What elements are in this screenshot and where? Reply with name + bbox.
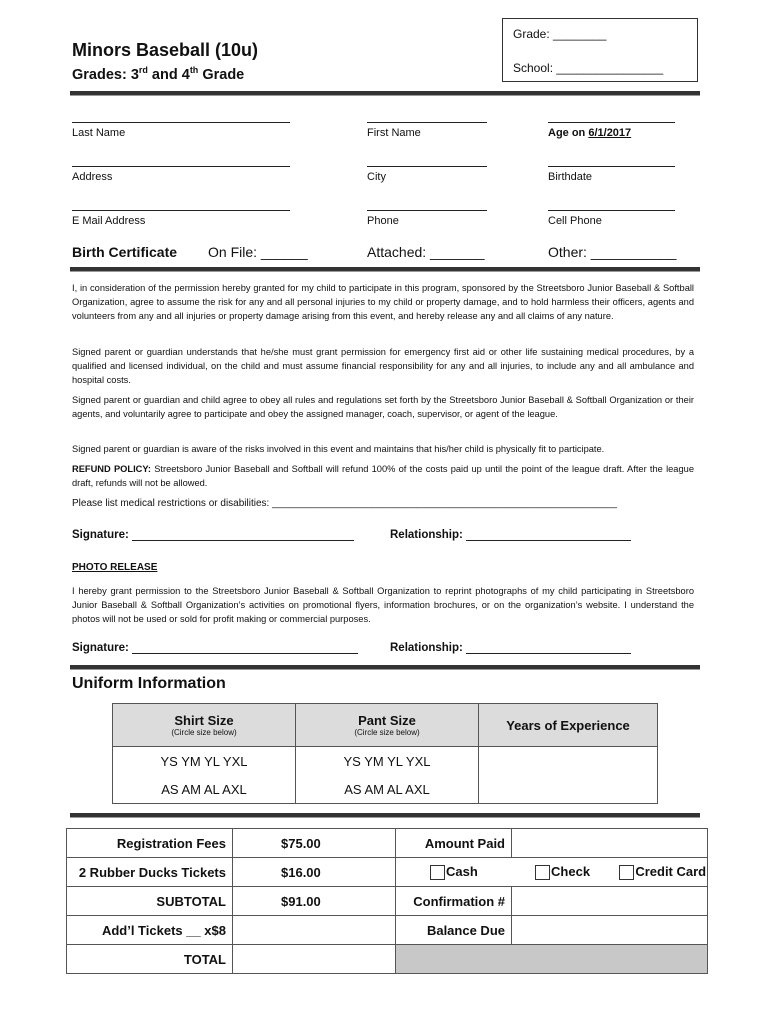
check-checkbox[interactable] [535,865,550,880]
medical-restrictions-field[interactable]: Please list medical restrictions or disabilities: ______________________________________________________________ [72,498,617,509]
waiver-paragraph-3: Signed parent or guardian and child agree to obey all rules and regulations set forth by the Streetsboro Junior Baseball & Softball Organization or their agents, and voluntarily agree to participate and obey the assigned manager, coach, supervisor, or agent of the league. [72,395,694,420]
form-title: Minors Baseball (10u) [72,40,259,60]
relationship-row-1 [390,529,631,541]
credit-card-label: Credit Card [635,863,707,879]
table-row: SUBTOTAL $91.00 [67,887,396,916]
additional-tickets-amount[interactable] [233,916,396,945]
signature-row-2 [72,642,358,654]
birthdate-line[interactable] [548,166,675,167]
signature-row-1 [72,529,354,541]
waiver-paragraph-1: I, in consideration of the permission hereby granted for my child to participate in this program, sponsored by the Streetsboro Junior Baseball & Softball Organization, agree to assume the risk for any and all personal injuries to my child or property damage, and to hold harmless their officers, agents and volunteers from any and all injuries or property damage arising from this event, and hereby release any and all claims of any nature. [72,283,694,322]
birthdate-label: Birthdate [548,171,593,183]
uniform-table [112,703,658,804]
section-divider [70,267,700,272]
city-line[interactable] [367,166,487,167]
uniform-divider [70,665,700,670]
address-line[interactable] [72,166,290,167]
refund-policy: REFUND POLICY: Streetsboro Junior Baseball and Softball will refund 100% of the costs paid up until the point of the league draft. After the league draft, refunds will not be allowed. [72,464,694,489]
header-divider [70,91,700,96]
years-experience-field[interactable] [479,747,658,804]
city-label: City [367,171,386,183]
age-label: Age on 6/1/2017 [548,127,632,139]
pant-youth-sizes[interactable]: YS YM YL YXL [296,747,479,776]
payment-table [395,828,708,974]
phone-line[interactable] [367,210,487,211]
birth-cert-other[interactable]: Other: ___________ [548,244,677,260]
cash-label: Cash [446,863,478,879]
grade-school-box [502,18,698,82]
fees-divider [70,813,700,818]
table-row: 2 Rubber Ducks Tickets $16.00 [67,858,396,887]
cell-phone-line[interactable] [548,210,675,211]
balance-due-label: Balance Due [396,916,512,945]
email-line[interactable] [72,210,290,211]
confirmation-field[interactable] [512,887,708,916]
pant-size-header: Pant Size (Circle size below) [296,704,479,747]
relationship-row-2 [390,642,631,654]
age-line[interactable] [548,122,675,123]
cash-checkbox[interactable] [430,865,445,880]
photo-release-text: I hereby grant permission to the Streetsboro Junior Baseball & Softball Organization to reprint photographs of my child participating in Streetsboro Junior Baseball & Softball Organization’s activities on promotional flyers, information brochures, or on the organization’s website. I understand the photos will not be used or sold for profit making or commercial purposes. [72,586,694,625]
check-label: Check [551,863,591,879]
birth-cert-attached[interactable]: Attached: _______ [367,244,485,260]
signature-line[interactable] [132,653,358,654]
pant-adult-sizes[interactable]: AS AM AL AXL [296,775,479,804]
shaded-cell [396,945,708,974]
signature-label: Signature: [72,529,129,541]
relationship-label: Relationship: [390,642,463,654]
waiver-paragraph-4: Signed parent or guardian is aware of the risks involved in this event and maintains that his/her child is physically fit to participate. [72,444,605,454]
credit-card-checkbox[interactable] [619,865,634,880]
table-row: Registration Fees $75.00 [67,829,396,858]
address-label: Address [72,171,113,183]
amount-paid-field[interactable] [512,829,708,858]
waiver-paragraph-2: Signed parent or guardian understands that he/she must grant permission for emergency first aid or other life sustaining medical procedures, by a qualified and licensed individual, on the child and must assume financial responsibility for any and all injuries, to include any and all ambulance and hospital costs. [72,347,694,386]
last-name-line[interactable] [72,122,290,123]
first-name-line[interactable] [367,122,487,123]
balance-due-field[interactable] [512,916,708,945]
uniform-heading: Uniform Information [72,675,226,692]
amount-paid-label: Amount Paid [396,829,512,858]
table-row: Add’l Tickets __ x$8 [67,916,396,945]
signature-line[interactable] [132,540,354,541]
table-row: TOTAL [67,945,396,974]
signature-label: Signature: [72,642,129,654]
relationship-label: Relationship: [390,529,463,541]
email-label: E Mail Address [72,215,146,227]
confirmation-label: Confirmation # [396,887,512,916]
shirt-adult-sizes[interactable]: AS AM AL AXL [113,775,296,804]
cell-phone-label: Cell Phone [548,215,602,227]
years-experience-header: Years of Experience [479,704,658,747]
payment-method-row [396,858,708,887]
shirt-youth-sizes[interactable]: YS YM YL YXL [113,747,296,776]
birth-cert-on-file[interactable]: On File: ______ [208,244,308,260]
first-name-label: First Name [367,127,421,139]
phone-label: Phone [367,215,399,227]
grade-field[interactable]: Grade: ________ [513,27,607,41]
relationship-line[interactable] [466,653,631,654]
total-amount[interactable] [233,945,396,974]
last-name-label: Last Name [72,127,126,139]
relationship-line[interactable] [466,540,631,541]
shirt-size-header: Shirt Size (Circle size below) [113,704,296,747]
form-subtitle: Grades: 3rd and 4th Grade [72,65,245,83]
birth-certificate-label: Birth Certificate [72,244,178,260]
fees-table [66,828,396,974]
school-field[interactable]: School: ________________ [513,61,664,75]
photo-release-title: PHOTO RELEASE [72,562,158,573]
